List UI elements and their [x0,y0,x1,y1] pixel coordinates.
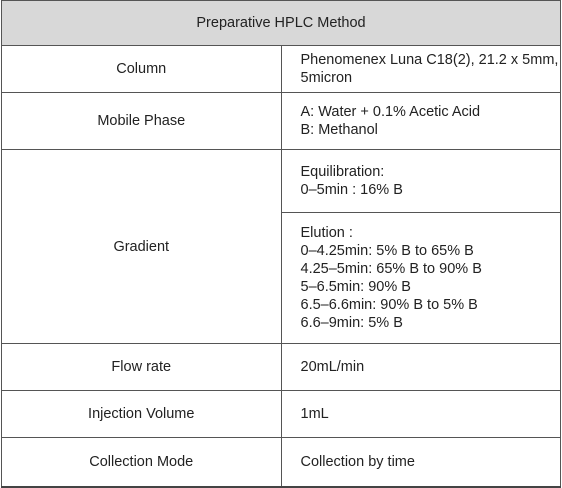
hplc-method-table [1,0,561,488]
table-title: Preparative HPLC Method [2,1,561,46]
mobile-phase-line: B: Methanol [300,122,378,138]
row-label-flow-rate: Flow rate [2,344,282,391]
table-row-gradient-equilibration [2,150,561,213]
mobile-phase-line: A: Water + 0.1% Acetic Acid [300,104,481,120]
elution-line: 6.6–9min: 5% B [300,315,403,331]
row-label-injection-volume: Injection Volume [2,391,282,438]
row-value-equilibration [281,150,561,213]
row-label-mobile-phase: Mobile Phase [2,93,282,150]
table-row-column [2,46,561,93]
row-value-collection-mode: Collection by time [281,438,561,488]
elution-line: Elution : [300,225,353,241]
table-row-injection-volume [2,391,561,438]
row-value-mobile-phase [281,93,561,150]
table-row-collection-mode [2,438,561,488]
equilibration-line: 0–5min : 16% B [300,182,403,198]
row-value-column: Phenomenex Luna C18(2), 21.2 x 5mm, 5micron [281,46,561,93]
equilibration-line: Equilibration: [300,164,385,180]
elution-line: 5–6.5min: 90% B [300,279,411,295]
row-label-column: Column [2,46,282,93]
elution-line: 4.25–5min: 65% B to 90% B [300,261,482,277]
row-value-flow-rate: 20mL/min [281,344,561,391]
elution-line: 6.5–6.6min: 90% B to 5% B [300,297,478,313]
table-row-flow-rate [2,344,561,391]
table-header-row [2,1,561,46]
row-label-gradient: Gradient [2,150,282,344]
row-value-injection-volume: 1mL [281,391,561,438]
elution-line: 0–4.25min: 5% B to 65% B [300,243,474,259]
row-value-elution [281,213,561,344]
table-row-mobile-phase [2,93,561,150]
row-label-collection-mode: Collection Mode [2,438,282,488]
